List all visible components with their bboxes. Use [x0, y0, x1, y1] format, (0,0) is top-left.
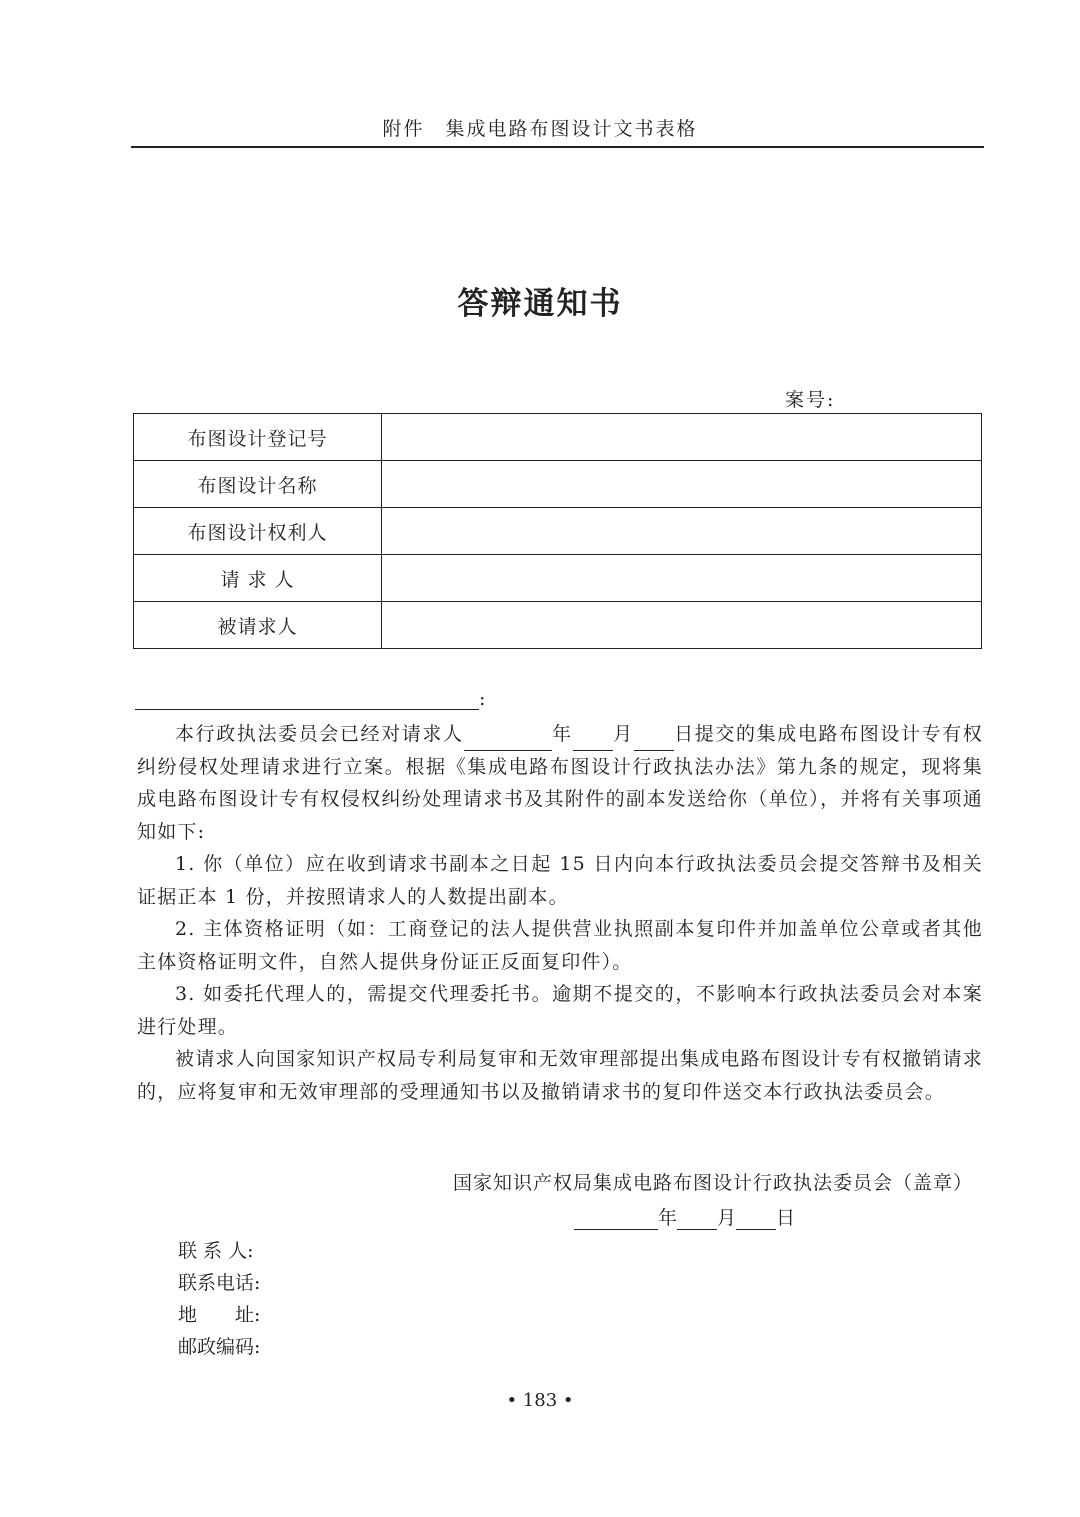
contact-person-label: 联 系 人:: [178, 1240, 254, 1262]
month-label: 月: [612, 723, 634, 745]
case-number-label: 案号:: [785, 389, 836, 411]
document-title: 答辩通知书: [457, 286, 623, 322]
contact-postcode-label: 邮政编码:: [178, 1336, 261, 1358]
sign-day-blank[interactable]: [736, 1209, 776, 1230]
running-header: 附件 集成电路布图设计文书表格: [382, 118, 698, 140]
row-label-respondent: 被请求人: [134, 602, 382, 649]
intro-text-b: 日提交的集成电路布图设计专有权纠纷侵权处理请求进行立案。根据《集成电路布图设计行政执法办法》第九条的规定，现将集成电路布图设计专有权侵权纠纷处理请求书及其附件的副本发送给你（单位），并将有关事项通知如下:: [137, 723, 983, 843]
sign-year-blank[interactable]: [574, 1209, 658, 1230]
header-divider: [131, 146, 984, 148]
row-label-right-holder: 布图设计权利人: [134, 508, 382, 555]
requester-blank[interactable]: [464, 730, 552, 751]
sign-month-blank[interactable]: [677, 1209, 717, 1230]
table-row: [134, 602, 982, 649]
row-label-design-name: 布图设计名称: [134, 461, 382, 508]
row-label-registration-number: 布图设计登记号: [134, 414, 382, 461]
intro-text-a: 本行政执法委员会已经对请求人: [175, 723, 464, 745]
sign-month-label: 月: [717, 1207, 737, 1229]
contact-phone-label: 联系电话:: [178, 1272, 261, 1294]
table-row: [134, 414, 982, 461]
notice-body: [137, 718, 983, 1108]
contact-address-label: 地 址:: [178, 1304, 261, 1326]
requester-field[interactable]: [382, 555, 982, 602]
registration-number-field[interactable]: [382, 414, 982, 461]
intro-paragraph: [137, 718, 983, 848]
table-row: [134, 555, 982, 602]
signature-date: [574, 1203, 795, 1230]
month-blank[interactable]: [573, 730, 613, 751]
sign-day-label: 日: [776, 1207, 796, 1229]
item-1: 1. 你（单位）应在收到请求书副本之日起 15 日内向本行政执法委员会提交答辩书及相关证据正本 1 份，并按照请求人的人数提出副本。: [137, 853, 983, 908]
signing-organization: 国家知识产权局集成电路布图设计行政执法委员会（盖章）: [452, 1172, 973, 1194]
page-number: • 183 •: [506, 1390, 574, 1411]
table-row: [134, 508, 982, 555]
addressee-line: [135, 688, 485, 710]
closing-paragraph: 被请求人向国家知识产权局专利局复审和无效审理部提出集成电路布图设计专有权撤销请求的，应将复审和无效审理部的受理通知书以及撤销请求书的复印件送交本行政执法委员会。: [137, 1048, 984, 1103]
right-holder-field[interactable]: [382, 508, 982, 555]
respondent-field[interactable]: [382, 602, 982, 649]
day-blank[interactable]: [634, 730, 674, 751]
addressee-colon: :: [479, 688, 486, 710]
addressee-blank[interactable]: [135, 689, 479, 710]
item-2: 2. 主体资格证明（如：工商登记的法人提供营业执照副本复印件并加盖单位公章或者其他主体资格证明文件，自然人提供身份证正反面复印件）。: [137, 918, 983, 973]
year-label: 年: [551, 723, 573, 745]
info-table: [133, 413, 982, 649]
item-3: 3. 如委托代理人的，需提交代理委托书。逾期不提交的，不影响本行政执法委员会对本案进行处理。: [137, 983, 983, 1038]
table-row: [134, 461, 982, 508]
design-name-field[interactable]: [382, 461, 982, 508]
row-label-requester: 请 求 人: [134, 555, 382, 602]
sign-year-label: 年: [658, 1207, 678, 1229]
